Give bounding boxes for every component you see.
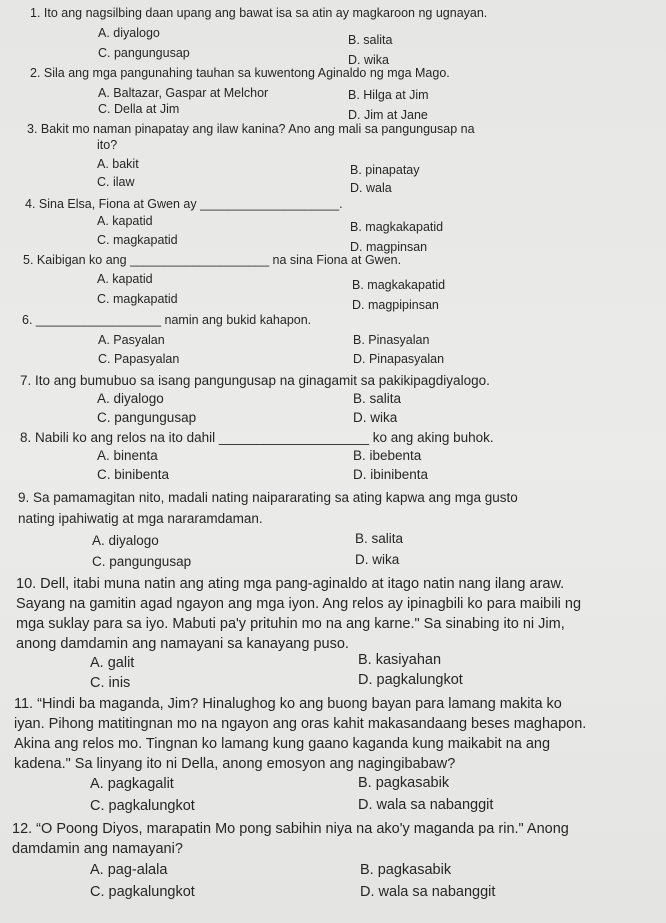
question-10-choice-a: A. galit — [90, 655, 135, 671]
question-8-choice-a: A. binenta — [97, 448, 158, 463]
question-7-stem: 7. Ito ang bumubuo sa isang pangungusap na ginagamit sa pakikipagdiyalogo. — [20, 373, 490, 388]
question-1-choice-c: C. pangungusap — [98, 46, 190, 60]
question-7-choice-b: B. salita — [353, 391, 402, 406]
question-9-choice-c: C. pangungusap — [92, 554, 192, 569]
question-2-choice-a: A. Baltazar, Gaspar at Melchor — [98, 86, 269, 100]
question-12-stem: damdamin ang namayani? — [12, 841, 183, 857]
question-11-stem: 11. “Hindi ba maganda, Jim? Hinalughog ko ang buong bayan para lamang makita ko — [14, 696, 562, 712]
question-6-choice-c: C. Papasyalan — [98, 352, 180, 366]
question-6-stem: 6. __________________ namin ang bukid kahapon. — [22, 313, 312, 327]
question-12-choice-a: A. pag-alala — [90, 862, 168, 878]
question-10-choice-b: B. kasiyahan — [358, 652, 442, 668]
question-1-choice-b: B. salita — [348, 33, 393, 47]
question-7-choice-c: C. pangungusap — [97, 410, 197, 425]
question-12-stem: 12. “O Poong Diyos, marapatin Mo pong sabihin niya na ako'y maganda pa rin." Anong — [12, 821, 569, 837]
question-3-choice-d: D. wala — [350, 181, 392, 195]
question-3-choice-c: C. ilaw — [97, 175, 135, 189]
question-2-choice-d: D. Jim at Jane — [348, 108, 428, 122]
question-10-choice-d: D. pagkalungkot — [358, 672, 463, 688]
question-9-choice-d: D. wika — [355, 552, 400, 567]
question-3-stem: ito? — [97, 138, 118, 152]
question-5-choice-a: A. kapatid — [97, 272, 153, 286]
question-3-stem: 3. Bakit mo naman pinapatay ang ilaw kanina? Ano ang mali sa pangungusap na — [27, 122, 475, 136]
question-8-choice-b: B. ibebenta — [353, 448, 422, 463]
question-8-stem: 8. Nabili ko ang relos na ito dahil ____________________ ko ang aking buhok. — [20, 430, 494, 445]
question-6-choice-d: D. Pinapasyalan — [353, 352, 445, 366]
question-4-stem: 4. Sina Elsa, Fiona at Gwen ay ____________________. — [25, 197, 343, 211]
question-5-choice-c: C. magkapatid — [97, 292, 178, 306]
question-11-stem: kadena." Sa linyang ito ni Della, anong emosyon ang nagingibabaw? — [14, 756, 456, 772]
question-1-choice-d: D. wika — [348, 53, 389, 67]
question-5-stem: 5. Kaibigan ko ang ____________________ na sina Fiona at Gwen. — [23, 253, 402, 267]
question-9-choice-b: B. salita — [355, 531, 404, 546]
question-6-choice-a: A. Pasyalan — [98, 333, 165, 347]
question-12-choice-c: C. pagkalungkot — [90, 884, 195, 900]
question-3-choice-a: A. bakit — [97, 157, 139, 171]
question-2-stem: 2. Sila ang mga pangunahing tauhan sa kuwentong Aginaldo ng mga Mago. — [30, 66, 450, 80]
question-11-choice-d: D. wala sa nabanggit — [358, 797, 494, 813]
question-3-choice-b: B. pinapatay — [350, 163, 420, 177]
question-9-stem: nating ipahiwatig at mga nararamdaman. — [18, 511, 263, 526]
question-4-choice-c: C. magkapatid — [97, 233, 178, 247]
question-12-choice-d: D. wala sa nabanggit — [360, 884, 496, 900]
question-4-choice-b: B. magkakapatid — [350, 220, 444, 234]
question-11-choice-c: C. pagkalungkot — [90, 798, 195, 814]
question-10-stem: 10. Dell, itabi muna natin ang ating mga pang-aginaldo at itago natin nang ilang araw. — [16, 576, 565, 592]
question-4-choice-a: A. kapatid — [97, 214, 153, 228]
question-11-choice-b: B. pagkasabik — [358, 775, 450, 791]
question-10-choice-c: C. inis — [90, 675, 131, 691]
question-11-stem: Akina ang relos mo. Tingnan ko lamang kung gaano kaganda kung maikabit na ang — [14, 736, 551, 752]
question-6-choice-b: B. Pinasyalan — [353, 333, 430, 347]
question-10-stem: mga suklay para sa iyo. Mabuti pa'y prituhin mo na ang karne." Sa sinabing ito ni Jim, — [16, 616, 565, 632]
question-11-choice-a: A. pagkagalit — [90, 776, 174, 792]
question-9-choice-a: A. diyalogo — [92, 533, 159, 548]
question-10-stem: Sayang na gamitin agad ngayon ang mga iyon. Ang relos ay ipinagbili ko para maibili ng — [16, 596, 582, 612]
question-5-choice-d: D. magpipinsan — [352, 298, 439, 312]
question-7-choice-a: A. diyalogo — [97, 391, 164, 406]
question-4-choice-d: D. magpinsan — [350, 240, 428, 254]
question-12-choice-b: B. pagkasabik — [360, 862, 452, 878]
question-10-stem: anong damdamin ang namayani sa kanayang puso. — [16, 636, 349, 652]
question-1-stem: 1. Ito ang nagsilbing daan upang ang bawat isa sa atin ay magkaroon ng ugnayan. — [30, 6, 488, 20]
question-2-choice-b: B. Hilga at Jim — [348, 88, 429, 102]
question-9-stem: 9. Sa pamamagitan nito, madali nating naipararating sa ating kapwa ang mga gusto — [18, 490, 518, 505]
question-2-choice-c: C. Della at Jim — [98, 102, 180, 116]
question-8-choice-d: D. ibinibenta — [353, 467, 429, 482]
question-5-choice-b: B. magkakapatid — [352, 278, 446, 292]
question-1-choice-a: A. diyalogo — [98, 26, 160, 40]
question-11-stem: iyan. Pihong matitingnan mo na ngayon ang oras kahit makasandaang beses maghapon. — [14, 716, 587, 732]
question-8-choice-c: C. binibenta — [97, 467, 170, 482]
question-7-choice-d: D. wika — [353, 410, 398, 425]
